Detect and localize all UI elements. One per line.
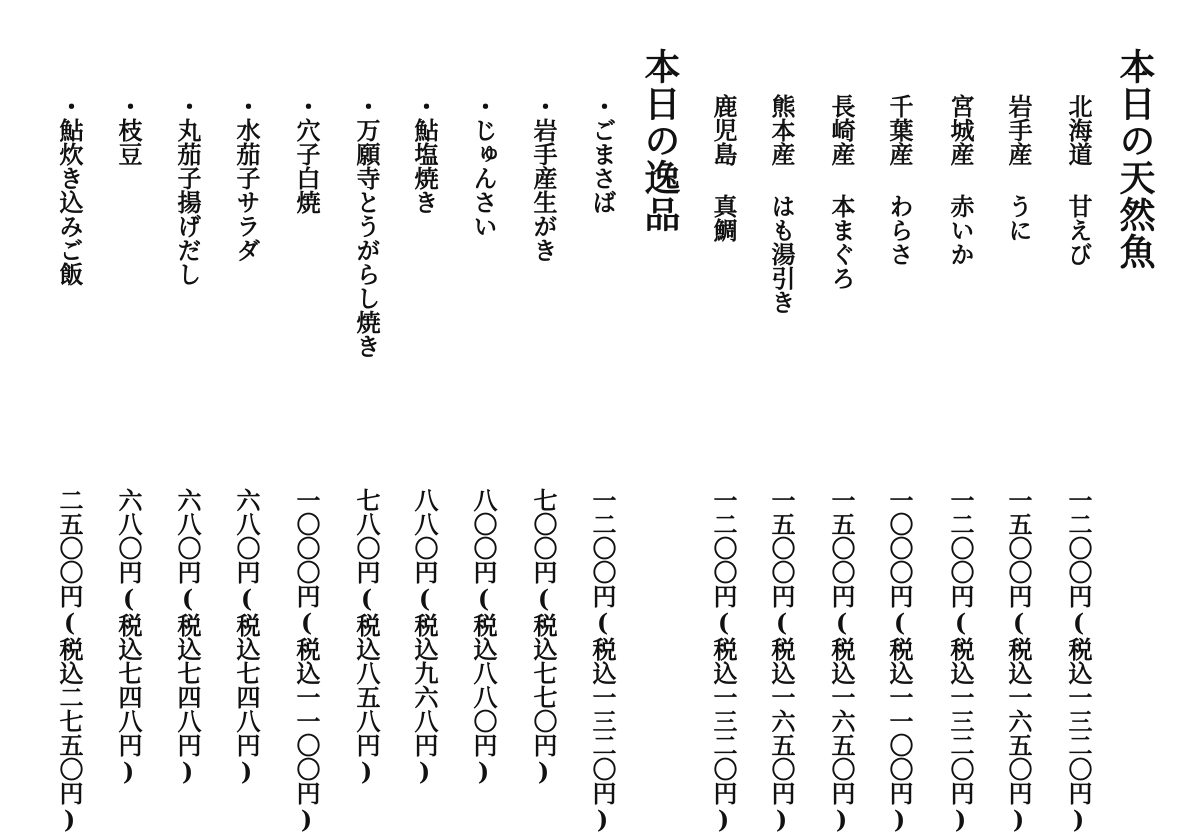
item-price: 一二〇〇円(税込一三二〇円) [946, 488, 975, 834]
item-price: 一五〇〇円(税込一六五〇円) [767, 488, 796, 834]
menu-item: ・万願寺とうがらし焼き [352, 94, 381, 358]
item-price: 七〇〇円(税込七七〇円) [529, 488, 558, 786]
item-name: 甘えび [1064, 194, 1093, 266]
item-name: 赤いか [946, 194, 975, 266]
item-origin: 宮城産 [946, 94, 975, 166]
item-price: 一二〇〇円(税込一三二〇円) [1064, 488, 1093, 834]
item-origin: 岩手産 [1004, 94, 1033, 166]
menu-item [1004, 94, 1033, 242]
section-heading-tennen: 本日の天然魚 [1114, 48, 1156, 270]
menu-item: ・鮎炊き込みご飯 [55, 94, 84, 286]
item-origin: 千葉産 [885, 94, 914, 166]
menu-item: ・岩手産生がき [529, 94, 558, 262]
item-origin: 熊本産 [767, 94, 796, 166]
item-price: 一五〇〇円(税込一六五〇円) [827, 488, 856, 834]
menu-item: ・じゅんさい [469, 94, 498, 238]
menu-item [1064, 94, 1093, 266]
menu-item: ・丸茄子揚げだし [173, 94, 202, 286]
item-name: 本まぐろ [827, 194, 856, 290]
item-price: 一二〇〇円(税込一三二〇円) [709, 488, 738, 834]
item-price: 一二〇〇円(税込一三二〇円) [588, 488, 617, 834]
item-price: 八八〇円(税込九六八円) [410, 488, 439, 786]
item-price: 一〇〇〇円(税込一一〇〇円) [292, 488, 321, 834]
item-price: 六八〇円(税込七四八円) [232, 488, 261, 786]
menu-item [946, 94, 975, 266]
item-name: 真鯛 [709, 194, 738, 242]
section-heading-ippin: 本日の逸品 [639, 48, 681, 233]
item-price: 八〇〇円(税込八八〇円) [469, 488, 498, 786]
menu-item [885, 94, 914, 266]
item-price: 六八〇円(税込七四八円) [114, 488, 143, 786]
menu-item [827, 94, 856, 290]
menu-item: ・鮎塩焼き [410, 94, 439, 214]
menu-item: ・水茄子サラダ [232, 94, 261, 262]
item-price: 七八〇円(税込八五八円) [352, 488, 381, 786]
item-price: 一〇〇〇円(税込一一〇〇円) [885, 488, 914, 834]
menu-item: ・ごまさば [588, 94, 617, 214]
item-price: 一五〇〇円(税込一六五〇円) [1004, 488, 1033, 834]
item-price: 二五〇〇円(税込二七五〇円) [55, 488, 84, 834]
item-name: わらさ [885, 194, 914, 266]
item-price: 六八〇円(税込七四八円) [173, 488, 202, 786]
item-origin: 鹿児島 [709, 94, 738, 166]
item-name: はも湯引き [767, 194, 796, 314]
item-origin: 長崎産 [827, 94, 856, 166]
menu-item: ・枝豆 [114, 94, 143, 166]
menu-item: ・穴子白焼 [292, 94, 321, 214]
menu-item [767, 94, 796, 314]
menu-item [709, 94, 738, 242]
item-name: うに [1004, 194, 1033, 242]
item-origin: 北海道 [1064, 94, 1093, 166]
